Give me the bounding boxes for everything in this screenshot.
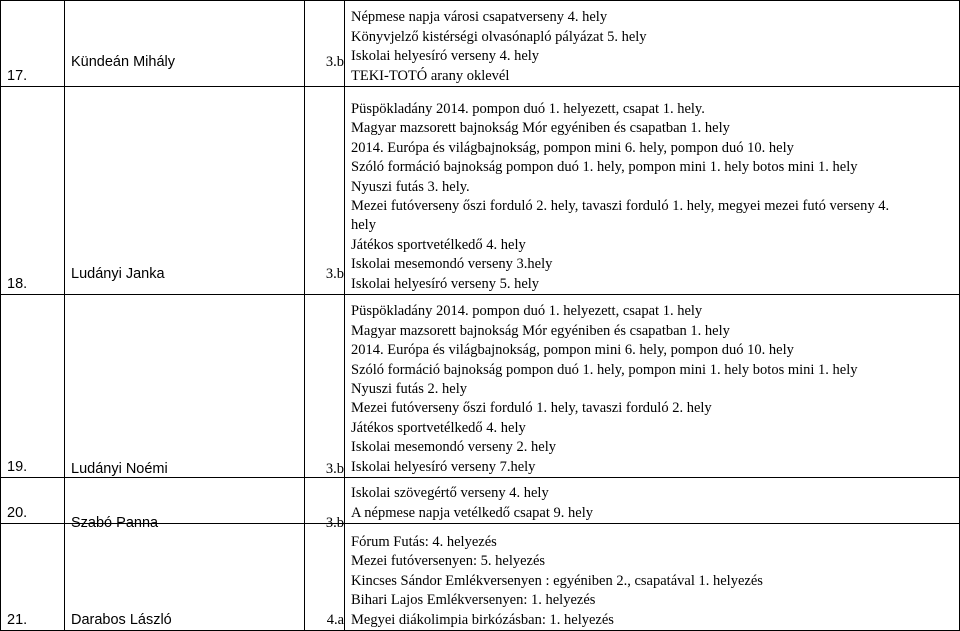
achievement-line: Iskolai helyesíró verseny 7.hely: [351, 458, 536, 475]
class-cell: [305, 478, 345, 531]
class-label: 3.b: [325, 53, 344, 70]
achievement-line: Iskolai helyesíró verseny 4. hely: [351, 48, 540, 65]
achievement-line: Nyuszi futás 2. hely: [351, 380, 467, 397]
student-name-cell: [65, 478, 305, 531]
achievement-line: Bihari Lajos Emlékversenyen: 1. helyezés: [351, 592, 596, 609]
class-label: 3.b: [325, 265, 344, 282]
student-name: Kündeán Mihály: [71, 53, 175, 70]
achievement-line: Mezei futóversenyen: 5. helyezés: [351, 553, 546, 570]
achievement-line: A népmese napja vetélkedő csapat 9. hely: [351, 504, 593, 521]
student-name-cell: [65, 295, 305, 478]
achievement-line: Játékos sportvetélkedő 4. hely: [351, 236, 526, 253]
table-row: [1, 478, 960, 524]
achievement-line: Magyar mazsorett bajnokság Mór egyéniben és csapatban 1. hely: [351, 322, 730, 339]
row-number-cell: [1, 1, 65, 87]
achievement-line: TEKI-TOTÓ arany oklevél: [351, 67, 510, 84]
student-name-cell: [65, 524, 305, 631]
row-number: 18.: [7, 275, 28, 292]
achievements-cell: [345, 295, 960, 478]
achievement-line: Kincses Sándor Emlékversenyen : egyéniben 2., csapatával 1. helyezés: [351, 572, 763, 589]
achievement-line: Játékos sportvetélkedő 4. hely: [351, 419, 526, 436]
row-number-cell: [1, 295, 65, 478]
row-number-cell: [1, 524, 65, 631]
student-name: Darabos László: [71, 611, 172, 628]
student-name-cell: [65, 87, 305, 295]
achievement-line: Megyei diákolimpia birkózásban: 1. helyezés: [351, 611, 614, 628]
row-number: 21.: [7, 611, 28, 628]
achievement-line: Iskolai helyesíró verseny 5. hely: [351, 275, 540, 292]
achievement-line: Püspökladány 2014. pompon duó 1. helyezett, csapat 1. hely.: [351, 100, 705, 117]
class-label: 4.a: [326, 611, 344, 628]
achievement-line: Iskolai mesemondó verseny 2. hely: [351, 439, 556, 456]
table-row: [1, 295, 960, 478]
achievement-line: Szóló formáció bajnokság pompon duó 1. hely, pompon mini 1. hely botos mini 1. hely: [351, 361, 858, 378]
student-name: Szabó Panna: [71, 514, 159, 531]
achievements-cell: [345, 524, 960, 631]
table-row: [1, 1, 960, 87]
row-number: 19.: [7, 458, 28, 475]
student-name: Ludányi Noémi: [71, 460, 168, 477]
class-cell: [305, 295, 345, 478]
achievement-line: Nyuszi futás 3. hely.: [351, 178, 470, 195]
row-number-cell: [1, 87, 65, 295]
achievement-line: Püspökladány 2014. pompon duó 1. helyezett, csapat 1. hely: [351, 303, 703, 320]
achievement-line: 2014. Európa és világbajnokság, pompon mini 6. hely, pompon duó 10. hely: [351, 139, 794, 156]
achievement-line: Szóló formáció bajnokság pompon duó 1. hely, pompon mini 1. hely botos mini 1. hely: [351, 159, 858, 176]
achievement-line: Iskolai szövegértő verseny 4. hely: [351, 485, 549, 502]
achievements-cell: [345, 1, 960, 87]
class-label: 3.b: [325, 460, 344, 477]
achievement-line: Magyar mazsorett bajnokság Mór egyéniben és csapatban 1. hely: [351, 120, 730, 137]
achievements-cell: [345, 87, 960, 295]
row-number-cell: [1, 478, 65, 524]
class-cell: [305, 1, 345, 87]
achievement-line: Mezei futóverseny őszi forduló 1. hely, tavaszi forduló 2. hely: [351, 400, 712, 417]
achievement-line: Iskolai mesemondó verseny 3.hely: [351, 256, 553, 273]
achievement-line: 2014. Európa és világbajnokság, pompon mini 6. hely, pompon duó 10. hely: [351, 342, 794, 359]
class-cell: [305, 87, 345, 295]
table-row: [1, 524, 960, 631]
row-number: 20.: [7, 504, 28, 521]
row-number: 17.: [7, 67, 28, 84]
class-cell: [305, 524, 345, 631]
achievement-line: hely: [351, 217, 376, 234]
table-row: [1, 87, 960, 295]
achievement-line: Mezei futóverseny őszi forduló 2. hely, tavaszi forduló 1. hely, megyei mezei futó verseny 4.: [351, 197, 890, 214]
achievement-line: Könyvjelző kistérségi olvasónapló pályázat 5. hely: [351, 28, 647, 45]
student-name-cell: [65, 1, 305, 87]
class-label: 3.b: [325, 514, 344, 531]
student-name: Ludányi Janka: [71, 265, 165, 282]
achievement-line: Népmese napja városi csapatverseny 4. hely: [351, 9, 608, 26]
achievements-cell: [345, 478, 960, 524]
achievement-line: Fórum Futás: 4. helyezés: [351, 533, 497, 550]
